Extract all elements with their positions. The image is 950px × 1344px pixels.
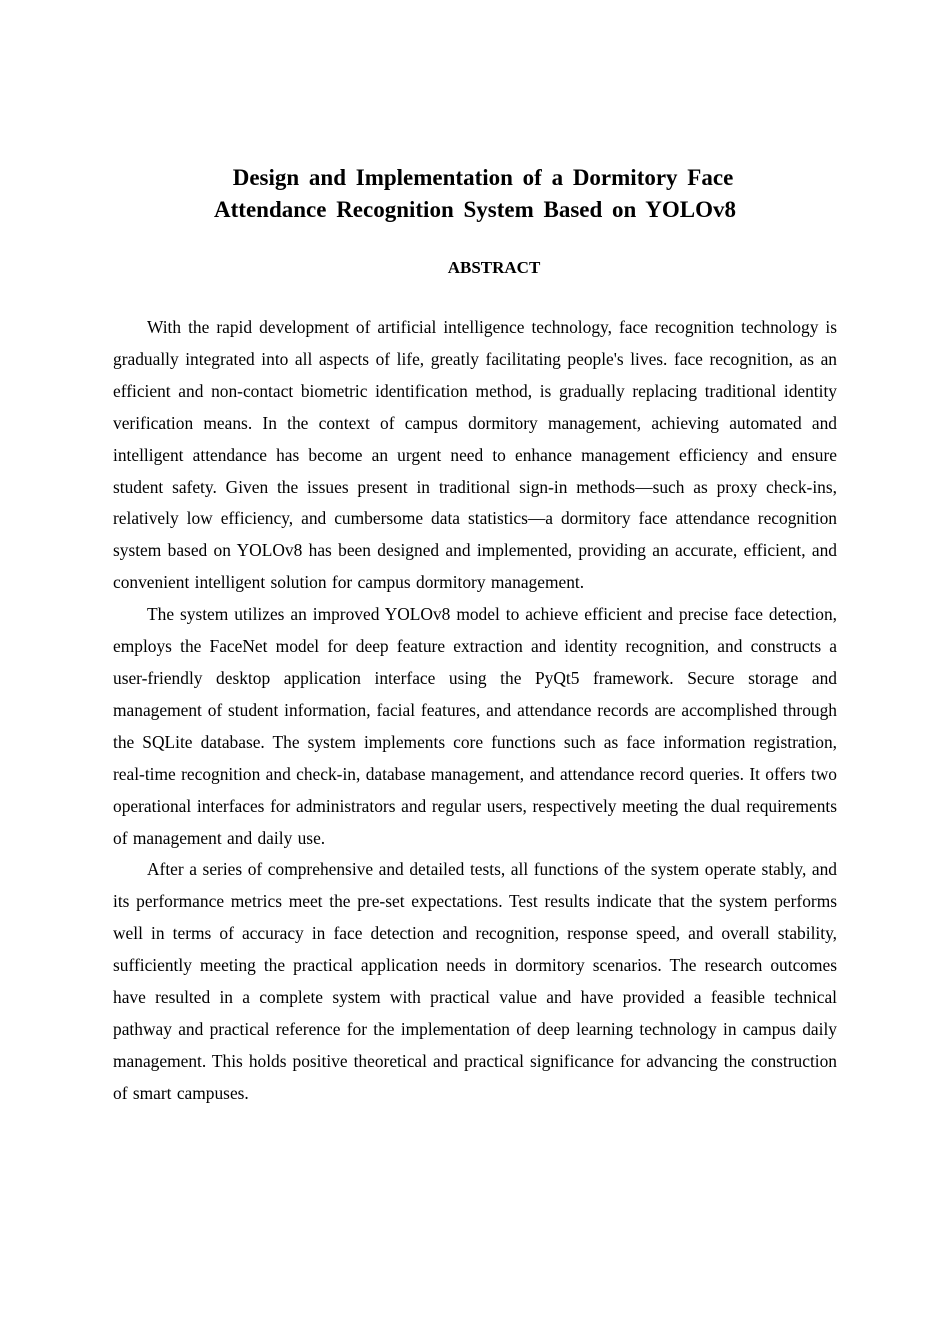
abstract-body (113, 312, 837, 1110)
paper-title (130, 162, 820, 226)
abstract-heading: ABSTRACT (447, 258, 541, 277)
abstract-paragraph-2: The system utilizes an improved YOLOv8 model to achieve efficient and precise face detection, employs the FaceNet model for deep feature extraction and identity recognition, and constructs a user-friendly desktop application interface using the PyQt5 framework. Secure storage and management of student information, facial features, and attendance records are accomplished through the SQLite database. The system implements core functions such as face information registration, real-time recognition and check-in, database management, and attendance record queries. It offers two operational interfaces for administrators and regular users, respectively meeting the dual requirements of management and daily use. (113, 604, 837, 848)
abstract-paragraph-1: With the rapid development of artificial intelligence technology, face recognition technology is gradually integrated into all aspects of life, greatly facilitating people's lives. face recognition, as an efficient and non-contact biometric identification method, is gradually replacing traditional identity verification means. In the context of campus dormitory management, achieving automated and intelligent attendance has become an urgent need to enhance management efficiency and ensure student safety. Given the issues present in traditional sign-in methods—such as proxy check-ins, relatively low efficiency, and cumbersome data statistics—a dormitory face attendance recognition system based on YOLOv8 has been designed and implemented, providing an accurate, efficient, and convenient intelligent solution for campus dormitory management. (113, 317, 837, 593)
paper-title-line-2: Attendance Recognition System Based on YOLOv8 (214, 197, 736, 222)
paper-title-line-1: Design and Implementation of a Dormitory Face (232, 165, 734, 190)
abstract-paragraph-3: After a series of comprehensive and detailed tests, all functions of the system operate stably, and its performance metrics meet the pre-set expectations. Test results indicate that the system performs well in terms of accuracy in face detection and recognition, response speed, and overall stability, sufficiently meeting the practical application needs in dormitory scenarios. The research outcomes have resulted in a complete system with practical value and have provided a feasible technical pathway and practical reference for the implementation of deep learning technology in campus daily management. This holds positive theoretical and practical significance for advancing the construction of smart campuses. (113, 859, 837, 1103)
